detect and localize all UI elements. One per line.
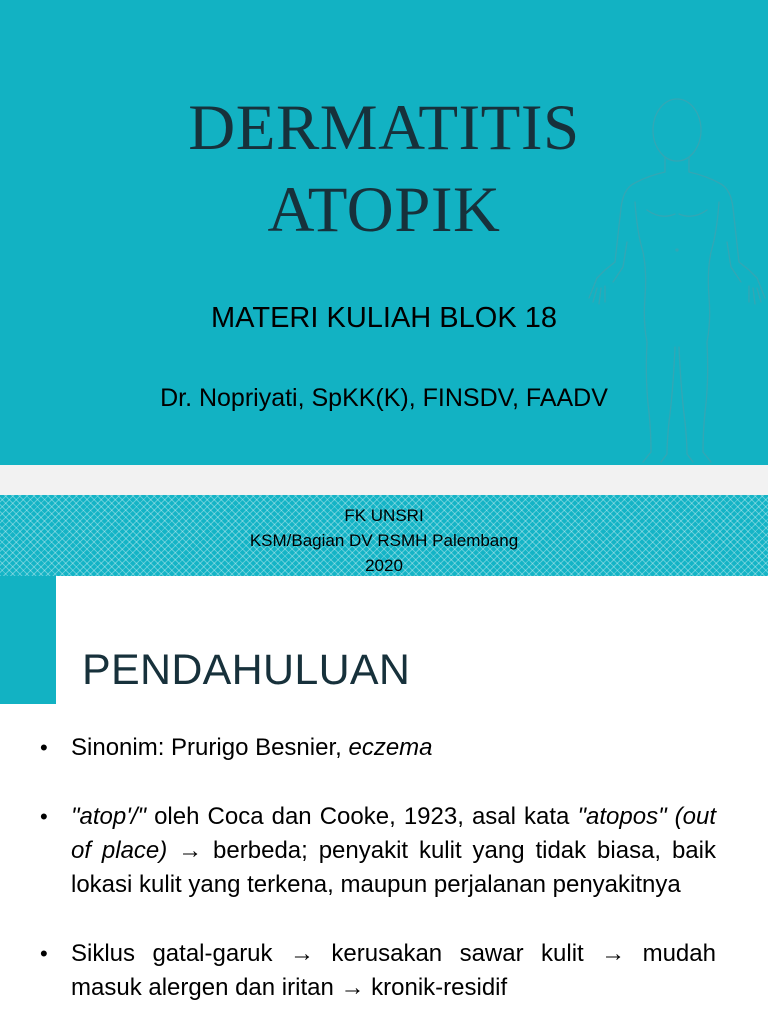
arrow-icon: →	[601, 940, 626, 967]
institution-line3: 2020	[365, 556, 403, 575]
slide-subtitle: MATERI KULIAH BLOK 18	[211, 302, 557, 334]
divider-band	[0, 465, 768, 495]
bullet-icon: •	[40, 941, 48, 966]
content-slide	[0, 576, 768, 1024]
institution-line2: KSM/Bagian DV RSMH Palembang	[249, 531, 519, 550]
bullet-list	[40, 731, 716, 1024]
list-item	[40, 800, 716, 902]
arrow-icon: →	[340, 974, 365, 1001]
arrow-icon: →	[178, 837, 203, 864]
author-name: Dr. Nopriyati, SpKK(K), FINSDV, FAADV	[160, 384, 608, 412]
institution-line1: FK UNSRI	[344, 506, 424, 525]
section-heading: PENDAHULUAN	[82, 646, 411, 694]
bullet-icon: •	[40, 735, 48, 760]
bullet-text: Sinonim: Prurigo Besnier, eczema	[71, 734, 433, 761]
bullet-text: Siklus gatal-garuk → kerusakan sawar kulit → mudah masuk alergen dan iritan → kronik-residif	[71, 940, 716, 1001]
bullet-text: "atop'/" oleh Coca dan Cooke, 1923, asal kata "atopos" (out of place) → berbeda; penyakit kulit yang tidak biasa, baik lokasi kulit yang terkena, maupun perjalanan penyakitnya	[71, 803, 717, 898]
accent-bar	[0, 576, 56, 704]
arrow-icon: →	[289, 940, 314, 967]
institution-block	[0, 503, 768, 578]
list-item	[40, 937, 716, 1005]
slide-title-line1: DERMATITIS	[188, 92, 580, 164]
title-slide	[0, 0, 768, 465]
slide-title-line2: ATOPIK	[267, 174, 501, 246]
list-item	[40, 731, 716, 765]
bullet-icon: •	[40, 804, 48, 829]
